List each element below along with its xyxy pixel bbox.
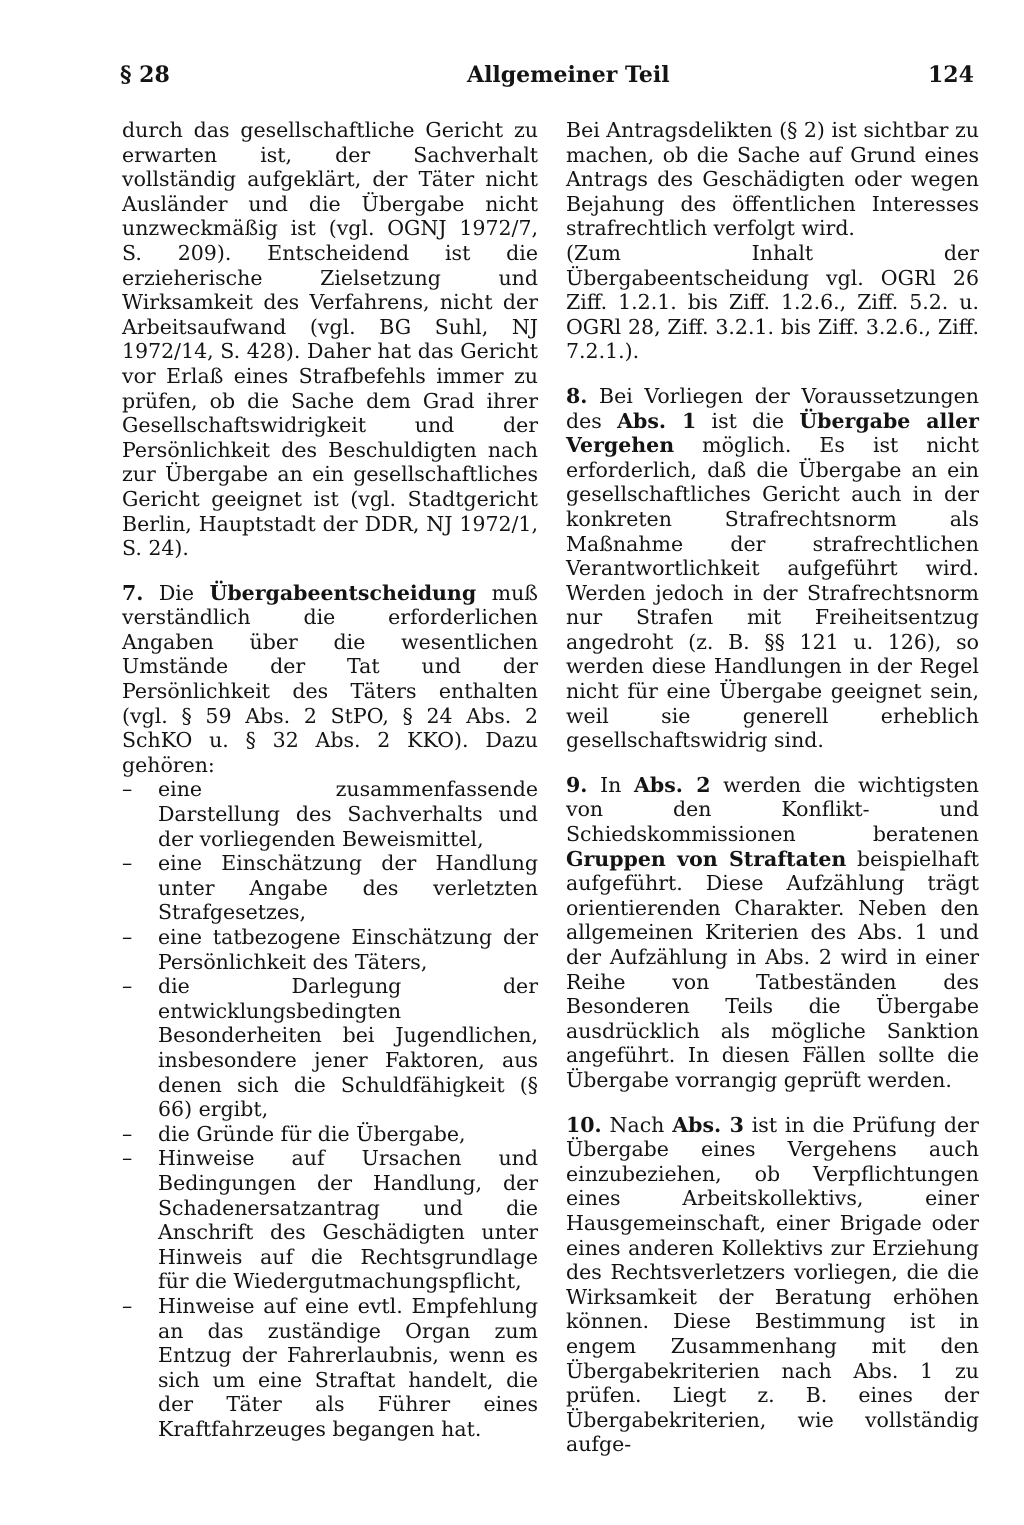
paragraph-7-text-b: muß verständlich die erforderlichen Angaben über die wesentlichen Umstände der Tat und der Persönlichkeit des Täters enthalten (vgl. § 59 Abs. 2 StPO, § 24 Abs. 2 SchKO u. § 32 Abs. 2 KKO). Dazu gehören: [122,580,538,777]
paragraph-9-text-b: werden die wichtigsten von den Konflikt- und Schiedskommissionen beratenen [566,772,979,847]
requirements-list [122,777,538,1441]
paragraph-7-number: 7. [122,580,144,605]
paragraph-8-text-c: möglich. Es ist nicht erforderlich, daß die Übergabe an ein gesellschaftliches Gericht auch in der konkreten Strafrechtsnorm als Maßnahme der strafrechtlichen Verantwortlichkeit aufgeführt wird. Werden jedoch in der Strafrechtsnorm nur Strafen mit Freiheitsentzug angedroht (z. B. §§ 121 u. 126), so werden diese Handlungen in der Regel nicht für eine Übergabe geeignet sein, weil sie generell erheblich gesellschaftswidrig sind. [566,433,979,753]
paragraph-9-ref: Abs. 2 [634,772,711,797]
paragraph-8-number: 8. [566,383,588,408]
paragraph-8-text-a: Bei Vorliegen der Voraussetzungen des [566,383,979,433]
paragraph-8-keyword: Übergabe aller Vergehen [566,408,979,458]
paragraph-inhalt: (Zum Inhalt der Übergabeentscheidung vgl. OGRl 26 Ziff. 1.2.1. bis Ziff. 1.2.6., Ziff. 5.2. u. OGRl 28, Ziff. 3.2.1. bis Ziff. 3.2.6., Ziff. 7.2.1.). [566,240,979,364]
paragraph-10-number: 10. [566,1112,602,1137]
left-column [122,118,538,1441]
list-item: – eine tatbezogene Einschätzung der Persönlichkeit des Täters, [122,925,538,974]
paragraph-9-text-c: beispielhaft aufgeführt. Diese Aufzählung trägt orientierenden Charakter. Neben den allgemeinen Kriterien des Abs. 1 und der Aufzählung in Abs. 2 wird in einer Reihe von Tatbeständen des Besonderen Teils die Übergabe ausdrücklich als mögliche Sanktion angeführt. In diesen Fällen sollte die Übergabe vorrangig geprüft werden. [566,846,979,1092]
list-item: – eine Einschätzung der Handlung unter Angabe des verletzten Strafgesetzes, [122,851,538,925]
paragraph-9-keyword: Gruppen von Straftaten [566,846,847,871]
paragraph-7-keyword: Übergabeentscheidung [209,580,477,605]
running-header [0,62,1024,102]
paragraph-8 [566,384,979,753]
running-title: Allgemeiner Teil [467,62,670,88]
paragraph-9-number: 9. [566,772,588,797]
paragraph-10-ref: Abs. 3 [672,1112,744,1137]
paragraph-8-text-b: ist die [711,408,784,433]
paragraph-10-text-a: Nach [609,1112,665,1137]
list-item: – die Gründe für die Übergabe, [122,1122,538,1147]
paragraph-10-text-b: ist in die Prüfung der Übergabe eines Vergehens auch einzubeziehen, ob Verpflichtungen eines Arbeitskollektivs, einer Hausgemeinschaft, einer Brigade oder eines anderen Kollektivs zur Erziehung des Rechtsverletzers vorliegen, die die Wirksamkeit der Beratung erhöhen können. Diese Bestimmung ist in engem Zusammenhang mit den Übergabekriterien nach Abs. 1 zu prüfen. Liegt z. B. eines der Übergabekriterien, wie vollständig aufge- [566,1112,979,1457]
paragraph-8-ref: Abs. 1 [617,408,697,433]
paragraph-7-text-a: Die [158,580,194,605]
list-item: – Hinweise auf Ursachen und Bedingungen der Handlung, der Schadenersatzantrag und die Anschrift des Geschädigten unter Hinweis auf die Rechtsgrundlage für die Wiedergutmachungspflicht, [122,1146,538,1294]
paragraph-antragsdelikte: Bei Antragsdelikten (§ 2) ist sichtbar zu machen, ob die Sache auf Grund eines Antrags des Geschädigten oder wegen Bejahung des öffentlichen Interesses strafrechtlich verfolgt wird. [566,118,979,241]
paragraph-9-text-a: In [600,772,622,797]
paragraph-7 [122,581,538,778]
page-number: 124 [928,62,974,88]
list-item: – Hinweise auf eine evtl. Empfehlung an das zuständige Organ zum Entzug der Fahrerlaubnis, wenn es sich um eine Straftat handelt, die der Täter als Führer eines Kraftfahrzeuges begangen hat. [122,1294,538,1442]
paragraph-continuation: durch das gesellschaftliche Gericht zu erwarten ist, der Sachverhalt vollständig aufgeklärt, der Täter nicht Ausländer und die Übergabe nicht unzweckmäßig ist (vgl. OGNJ 1972/7, S. 209). Entscheidend ist die erzieherische Zielsetzung und Wirksamkeit des Verfahrens, nicht der Arbeitsaufwand (vgl. BG Suhl, NJ 1972/14, S. 428). Daher hat das Gericht vor Erlaß eines Strafbefehls immer zu prüfen, ob die Sache dem Grad ihrer Gesellschaftswidrigkeit und der Persönlichkeit des Beschuldigten nach zur Übergabe an ein gesellschaftliches Gericht geeignet ist (vgl. Stadtgericht Berlin, Hauptstadt der DDR, NJ 1972/1, S. 24). [122,118,538,561]
section-number: § 28 [120,62,170,88]
right-column [566,118,979,1457]
paragraph-9 [566,773,979,1093]
paragraph-10 [566,1113,979,1457]
list-item: – die Darlegung der entwicklungsbedingten Besonderheiten bei Jugendlichen, insbesondere jener Faktoren, aus denen sich die Schuldfähigkeit (§ 66) ergibt, [122,974,538,1122]
list-item: – eine zusammenfassende Darstellung des Sachverhalts und der vorliegenden Beweismittel, [122,777,538,851]
